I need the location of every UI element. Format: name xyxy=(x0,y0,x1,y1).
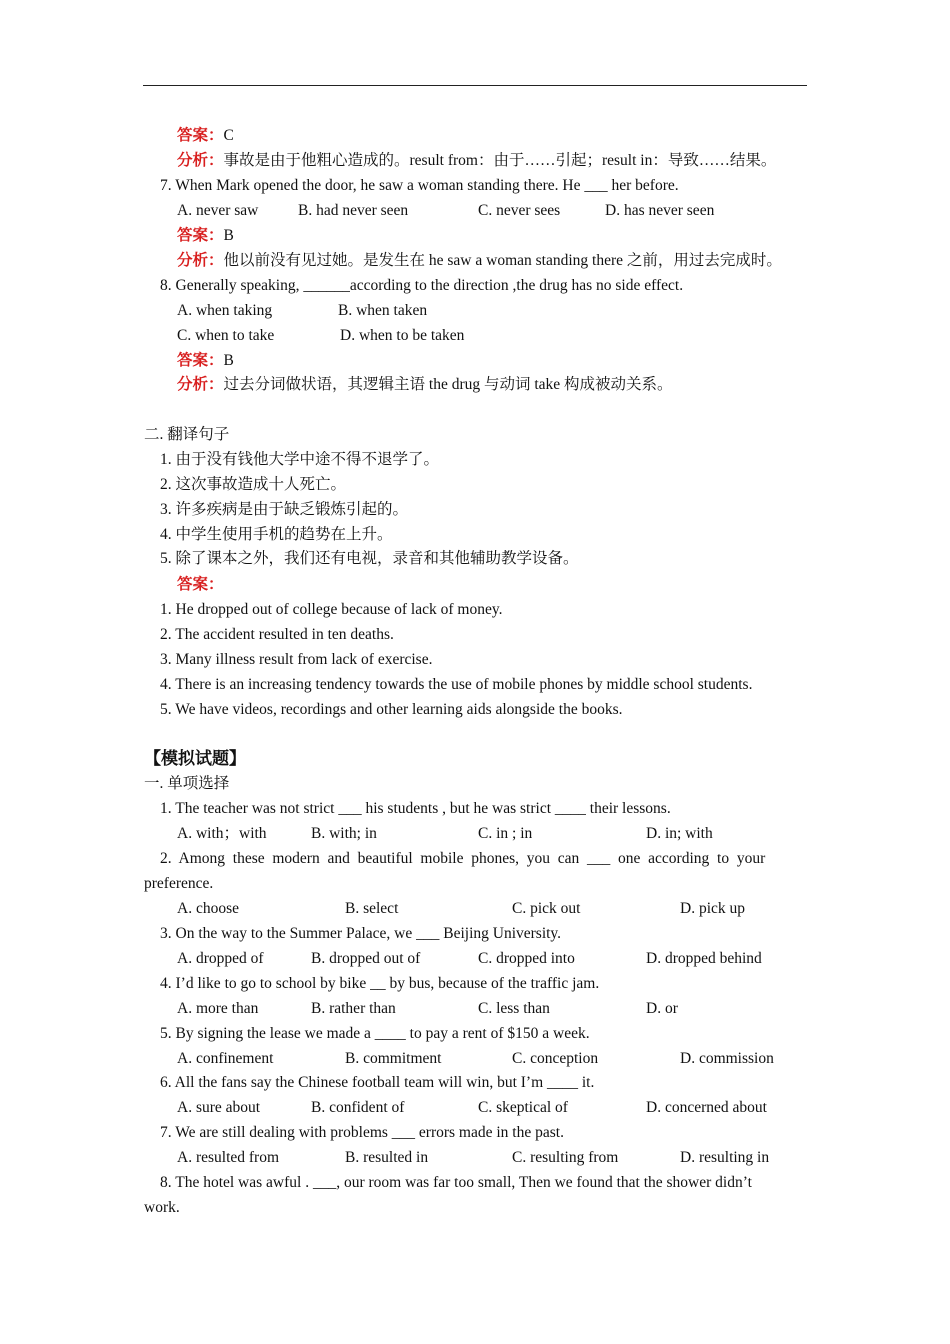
option-d: D. or xyxy=(646,1000,678,1017)
header-rule xyxy=(143,85,807,86)
option-a: A. sure about xyxy=(177,1099,261,1116)
option-c: C. conception xyxy=(512,1050,599,1067)
analysis-8: 分析：过去分词做状语，其逻辑主语 the drug 与动词 take 构成被动关系。 xyxy=(177,376,673,393)
option-a: A. more than xyxy=(177,1000,259,1017)
mock-question-7: 7. We are still dealing with problems ___ errors made in the past. xyxy=(160,1124,564,1141)
option-a: A. never saw xyxy=(177,202,259,219)
translate-answer-label: 答案： xyxy=(177,576,224,593)
option-a: A. confinement xyxy=(177,1050,274,1067)
mock-subheading: 一. 单项选择 xyxy=(144,775,230,792)
answer-label: 答案： xyxy=(177,352,224,369)
analysis-7: 分析：他以前没有见过她。是发生在 he saw a woman standing there 之前，用过去完成时。 xyxy=(177,252,782,269)
option-a: A. when taking xyxy=(177,302,273,319)
option-c: C. dropped into xyxy=(478,950,575,967)
translate-item: 5. 除了课本之外，我们还有电视，录音和其他辅助教学设备。 xyxy=(160,550,579,567)
option-d: D. resulting in xyxy=(680,1149,770,1166)
mock-question-2: 2. Among these modern and beautiful mobile phones, you can ___ one according to your xyxy=(160,850,766,867)
answer-6: 答案：C xyxy=(177,127,234,144)
question-7: 7. When Mark opened the door, he saw a woman standing there. He ___ her before. xyxy=(160,177,679,194)
option-d: D. commission xyxy=(680,1050,774,1067)
option-c: C. never sees xyxy=(478,202,561,219)
translate-answer: 1. He dropped out of college because of lack of money. xyxy=(160,601,503,618)
option-c: C. less than xyxy=(478,1000,550,1017)
answer-label: 答案： xyxy=(177,127,224,144)
option-b: B. dropped out of xyxy=(311,950,421,967)
translate-item: 1. 由于没有钱他大学中途不得不退学了。 xyxy=(160,451,440,468)
mock-question-8: 8. The hotel was awful . ___, our room was far too small, Then we found that the shower didn’t xyxy=(160,1174,752,1191)
option-b: B. with; in xyxy=(311,825,377,842)
option-c: C. when to take xyxy=(177,327,275,344)
mock-question-1: 1. The teacher was not strict ___ his students , but he was strict ____ their lessons. xyxy=(160,800,671,817)
translate-answer: 3. Many illness result from lack of exercise. xyxy=(160,651,433,668)
analysis-label: 分析： xyxy=(177,252,224,269)
option-b: B. when taken xyxy=(338,302,428,319)
mock-question-5: 5. By signing the lease we made a ____ to pay a rent of $150 a week. xyxy=(160,1025,590,1042)
translate-answer: 5. We have videos, recordings and other learning aids alongside the books. xyxy=(160,701,623,718)
option-d: D. has never seen xyxy=(605,202,715,219)
option-c: C. skeptical of xyxy=(478,1099,568,1116)
option-a: A. with；with xyxy=(177,825,267,842)
analysis-label: 分析： xyxy=(177,376,224,393)
answer-label: 答案： xyxy=(177,227,224,244)
answer-8: 答案：B xyxy=(177,352,234,369)
option-a: A. dropped of xyxy=(177,950,264,967)
mock-question-6: 6. All the fans say the Chinese football team will win, but I’m ____ it. xyxy=(160,1074,595,1091)
option-b: B. commitment xyxy=(345,1050,442,1067)
mock-question-4: 4. I’d like to go to school by bike __ by bus, because of the traffic jam. xyxy=(160,975,600,992)
mock-question-8-cont: work. xyxy=(144,1199,180,1216)
option-b: B. select xyxy=(345,900,399,917)
translate-answer: 4. There is an increasing tendency towards the use of mobile phones by middle school students. xyxy=(160,676,753,693)
option-c: C. pick out xyxy=(512,900,581,917)
option-b: B. rather than xyxy=(311,1000,396,1017)
translate-item: 2. 这次事故造成十人死亡。 xyxy=(160,476,347,493)
option-d: D. dropped behind xyxy=(646,950,762,967)
option-d: D. in; with xyxy=(646,825,713,842)
analysis-label: 分析： xyxy=(177,152,224,169)
option-b: B. confident of xyxy=(311,1099,405,1116)
option-b: B. resulted in xyxy=(345,1149,429,1166)
answer-7: 答案：B xyxy=(177,227,234,244)
translate-item: 4. 中学生使用手机的趋势在上升。 xyxy=(160,526,393,543)
mock-question-2-cont: preference. xyxy=(144,875,214,892)
translate-heading: 二. 翻译句子 xyxy=(144,426,230,443)
option-a: A. choose xyxy=(177,900,239,917)
mock-question-3: 3. On the way to the Summer Palace, we ___ Beijing University. xyxy=(160,925,562,942)
option-d: D. when to be taken xyxy=(340,327,465,344)
option-a: A. resulted from xyxy=(177,1149,280,1166)
question-8: 8. Generally speaking, ______according to the direction ,the drug has no side effect. xyxy=(160,277,684,294)
mock-title: 【模拟试题】 xyxy=(144,749,246,768)
option-c: C. resulting from xyxy=(512,1149,619,1166)
option-d: D. concerned about xyxy=(646,1099,767,1116)
translate-item: 3. 许多疾病是由于缺乏锻炼引起的。 xyxy=(160,501,409,518)
translate-answer: 2. The accident resulted in ten deaths. xyxy=(160,626,394,643)
analysis-6: 分析：事故是由于他粗心造成的。result from：由于……引起；result in：导致……结果。 xyxy=(177,152,777,169)
option-b: B. had never seen xyxy=(298,202,409,219)
option-c: C. in ; in xyxy=(478,825,533,842)
option-d: D. pick up xyxy=(680,900,746,917)
